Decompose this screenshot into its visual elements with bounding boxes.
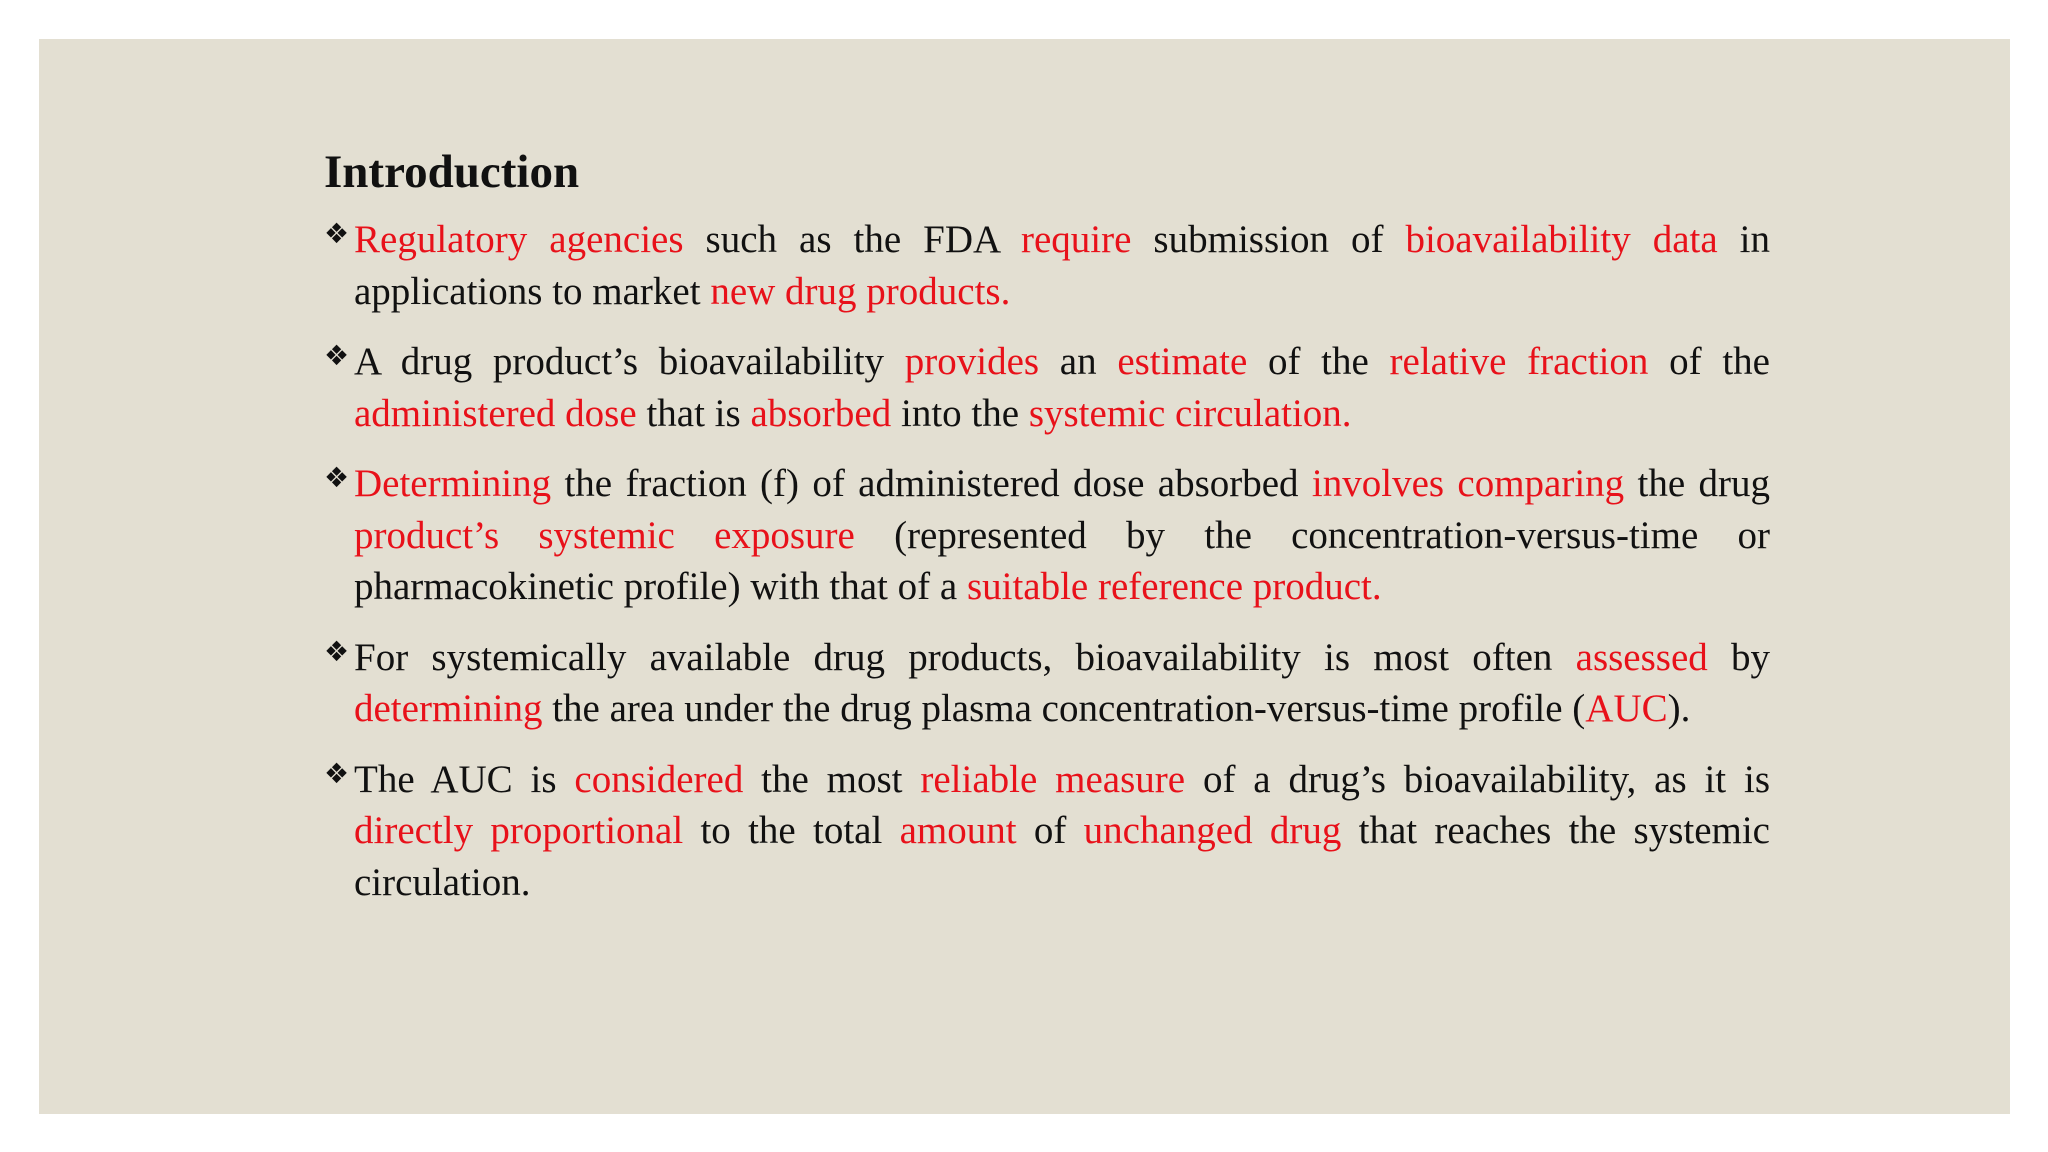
bullet-item <box>324 632 1770 735</box>
body-text: such as the FDA <box>683 218 1021 262</box>
highlighted-text: absorbed <box>750 391 892 435</box>
highlighted-text: reliable measure <box>920 757 1186 801</box>
highlighted-text: suitable reference product. <box>966 565 1382 609</box>
bullet-item <box>324 754 1770 909</box>
body-text: of the <box>1648 340 1770 384</box>
slide-title: Introduction <box>324 146 580 198</box>
body-text: to the total <box>683 809 900 853</box>
highlighted-text: systemic circulation. <box>1028 391 1352 435</box>
four-diamond-bullet-icon: ❖ <box>324 756 350 790</box>
body-text: the fraction (f) of administered dose absorbed <box>551 462 1312 506</box>
highlighted-text: considered <box>574 757 744 801</box>
body-text: (represented by the concentration-versus-time or pharmacokinetic profile) with that of a <box>354 513 1770 609</box>
four-diamond-bullet-icon: ❖ <box>324 461 350 495</box>
bullet-item <box>324 336 1770 439</box>
highlighted-text: assessed <box>1575 635 1708 679</box>
highlighted-text: amount <box>899 809 1017 853</box>
four-diamond-bullet-icon: ❖ <box>324 217 350 251</box>
four-diamond-bullet-icon: ❖ <box>324 634 350 668</box>
body-text: the most <box>743 757 921 801</box>
body-text: of a drug’s bioavailability, as it is <box>1185 757 1771 801</box>
highlighted-text: require <box>1021 218 1132 262</box>
body-text: the drug <box>1624 462 1770 506</box>
highlighted-text: administered dose <box>354 391 637 435</box>
body-text: into the <box>891 391 1029 435</box>
body-text: that reaches the systemic circulation. <box>354 809 1770 904</box>
highlighted-text: new drug products. <box>710 269 1011 313</box>
bullet-list <box>324 214 1770 908</box>
body-text: ). <box>1667 687 1691 731</box>
body-text: For systemically available drug products, bioavailability is most often <box>354 635 1576 679</box>
highlighted-text: involves comparing <box>1311 462 1625 506</box>
highlighted-text: estimate <box>1117 340 1248 384</box>
body-text: an <box>1039 340 1118 384</box>
highlighted-text: Determining <box>354 462 552 506</box>
highlighted-text: bioavailability data <box>1405 218 1718 262</box>
highlighted-text: relative fraction <box>1389 340 1649 384</box>
highlighted-text: Regulatory agencies <box>354 218 684 262</box>
body-text: The AUC is <box>354 757 575 801</box>
highlighted-text: determining <box>354 687 543 731</box>
highlighted-text: unchanged drug <box>1083 809 1342 853</box>
highlighted-text: AUC <box>1585 687 1668 731</box>
highlighted-text: product’s systemic exposure <box>354 513 855 557</box>
bullet-item <box>324 214 1770 317</box>
slide <box>39 39 2010 1114</box>
body-text: of the <box>1247 340 1390 384</box>
body-text: by <box>1707 635 1770 679</box>
highlighted-text: directly proportional <box>354 809 684 853</box>
bullet-item <box>324 458 1770 613</box>
body-text: that is <box>636 391 751 435</box>
body-text: submission of <box>1131 218 1406 262</box>
body-text: A drug product’s bioavailability <box>354 340 905 384</box>
body-text: in applications to market <box>354 218 1770 313</box>
slide-content <box>324 144 1770 927</box>
body-text: of <box>1016 809 1084 853</box>
body-text: the area under the drug plasma concentration-versus-time profile ( <box>542 687 1586 731</box>
highlighted-text: provides <box>904 340 1040 384</box>
four-diamond-bullet-icon: ❖ <box>324 339 350 373</box>
